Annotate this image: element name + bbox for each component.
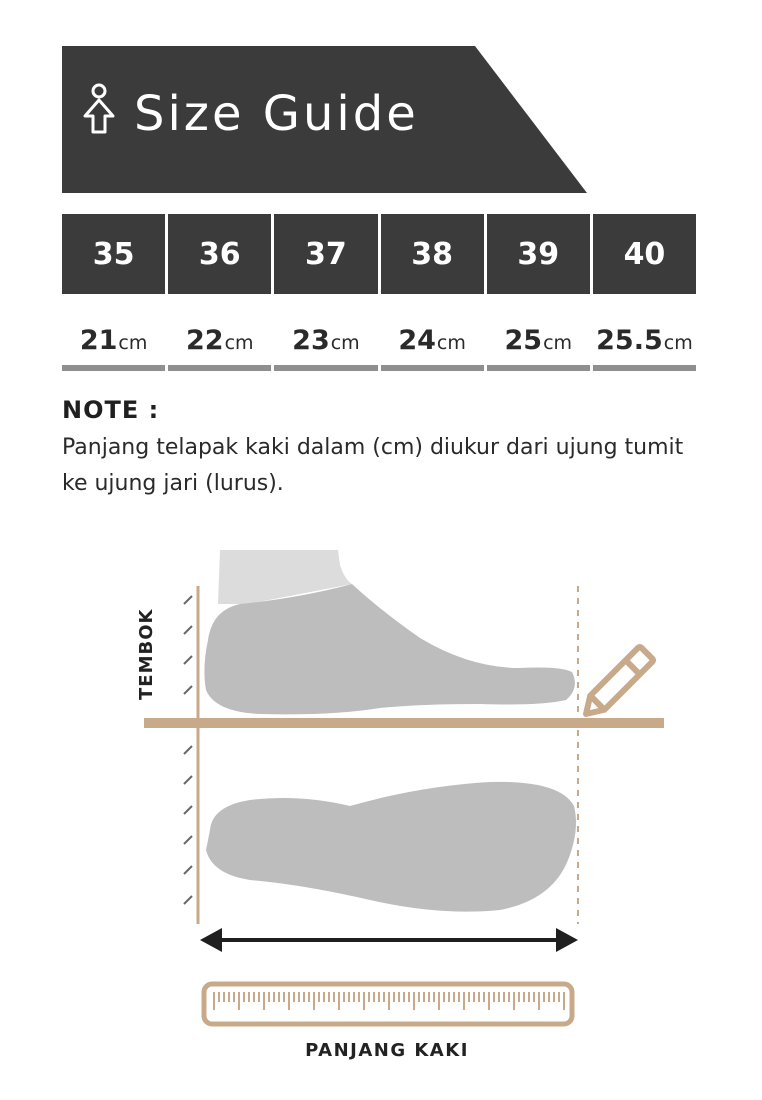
length-value: 25.5 xyxy=(596,325,663,356)
floor-line xyxy=(144,718,664,728)
wall-label: TEMBOK xyxy=(136,608,157,700)
size-cell: 38 xyxy=(381,214,484,294)
size-cell: 37 xyxy=(274,214,377,294)
length-value: 22 xyxy=(185,325,224,356)
length-unit: cm xyxy=(118,332,148,354)
underline-bar xyxy=(168,365,271,371)
underline-bar xyxy=(381,365,484,371)
length-cell xyxy=(593,312,696,356)
length-unit: cm xyxy=(436,332,466,354)
measurement-diagram xyxy=(0,540,762,1100)
size-row xyxy=(62,214,696,294)
size-cell: 36 xyxy=(168,214,271,294)
foot-side-icon xyxy=(204,584,575,714)
length-underline-row xyxy=(62,365,696,371)
size-cell: 40 xyxy=(593,214,696,294)
length-value: 25 xyxy=(504,325,543,356)
length-unit: cm xyxy=(543,332,573,354)
size-guide-banner xyxy=(62,46,587,193)
underline-bar xyxy=(593,365,696,371)
length-row xyxy=(62,312,696,356)
foot-sole-icon xyxy=(206,782,576,912)
length-value: 24 xyxy=(398,325,436,356)
length-cell xyxy=(274,312,377,356)
pencil-icon xyxy=(579,646,654,721)
length-cell xyxy=(62,312,165,356)
double-arrow-icon xyxy=(200,928,578,952)
length-value: 23 xyxy=(292,325,330,356)
length-cell xyxy=(381,312,484,356)
underline-bar xyxy=(487,365,590,371)
length-unit: cm xyxy=(330,332,360,354)
ruler-icon xyxy=(204,984,572,1024)
length-cell xyxy=(168,312,271,356)
length-unit: cm xyxy=(663,332,693,354)
length-value: 21 xyxy=(79,325,118,356)
size-cell: 35 xyxy=(62,214,165,294)
size-cell: 39 xyxy=(487,214,590,294)
note-body: Panjang telapak kaki dalam (cm) diukur dari ujung tumit ke ujung jari (lurus). xyxy=(62,435,684,496)
page-title: Size Guide xyxy=(134,86,419,142)
wall-hatching xyxy=(184,596,192,904)
note-title: NOTE : xyxy=(62,396,160,424)
length-label: PANJANG KAKI xyxy=(305,1040,469,1061)
underline-bar xyxy=(62,365,165,371)
length-cell xyxy=(487,312,590,356)
length-unit: cm xyxy=(224,332,254,354)
underline-bar xyxy=(274,365,377,371)
